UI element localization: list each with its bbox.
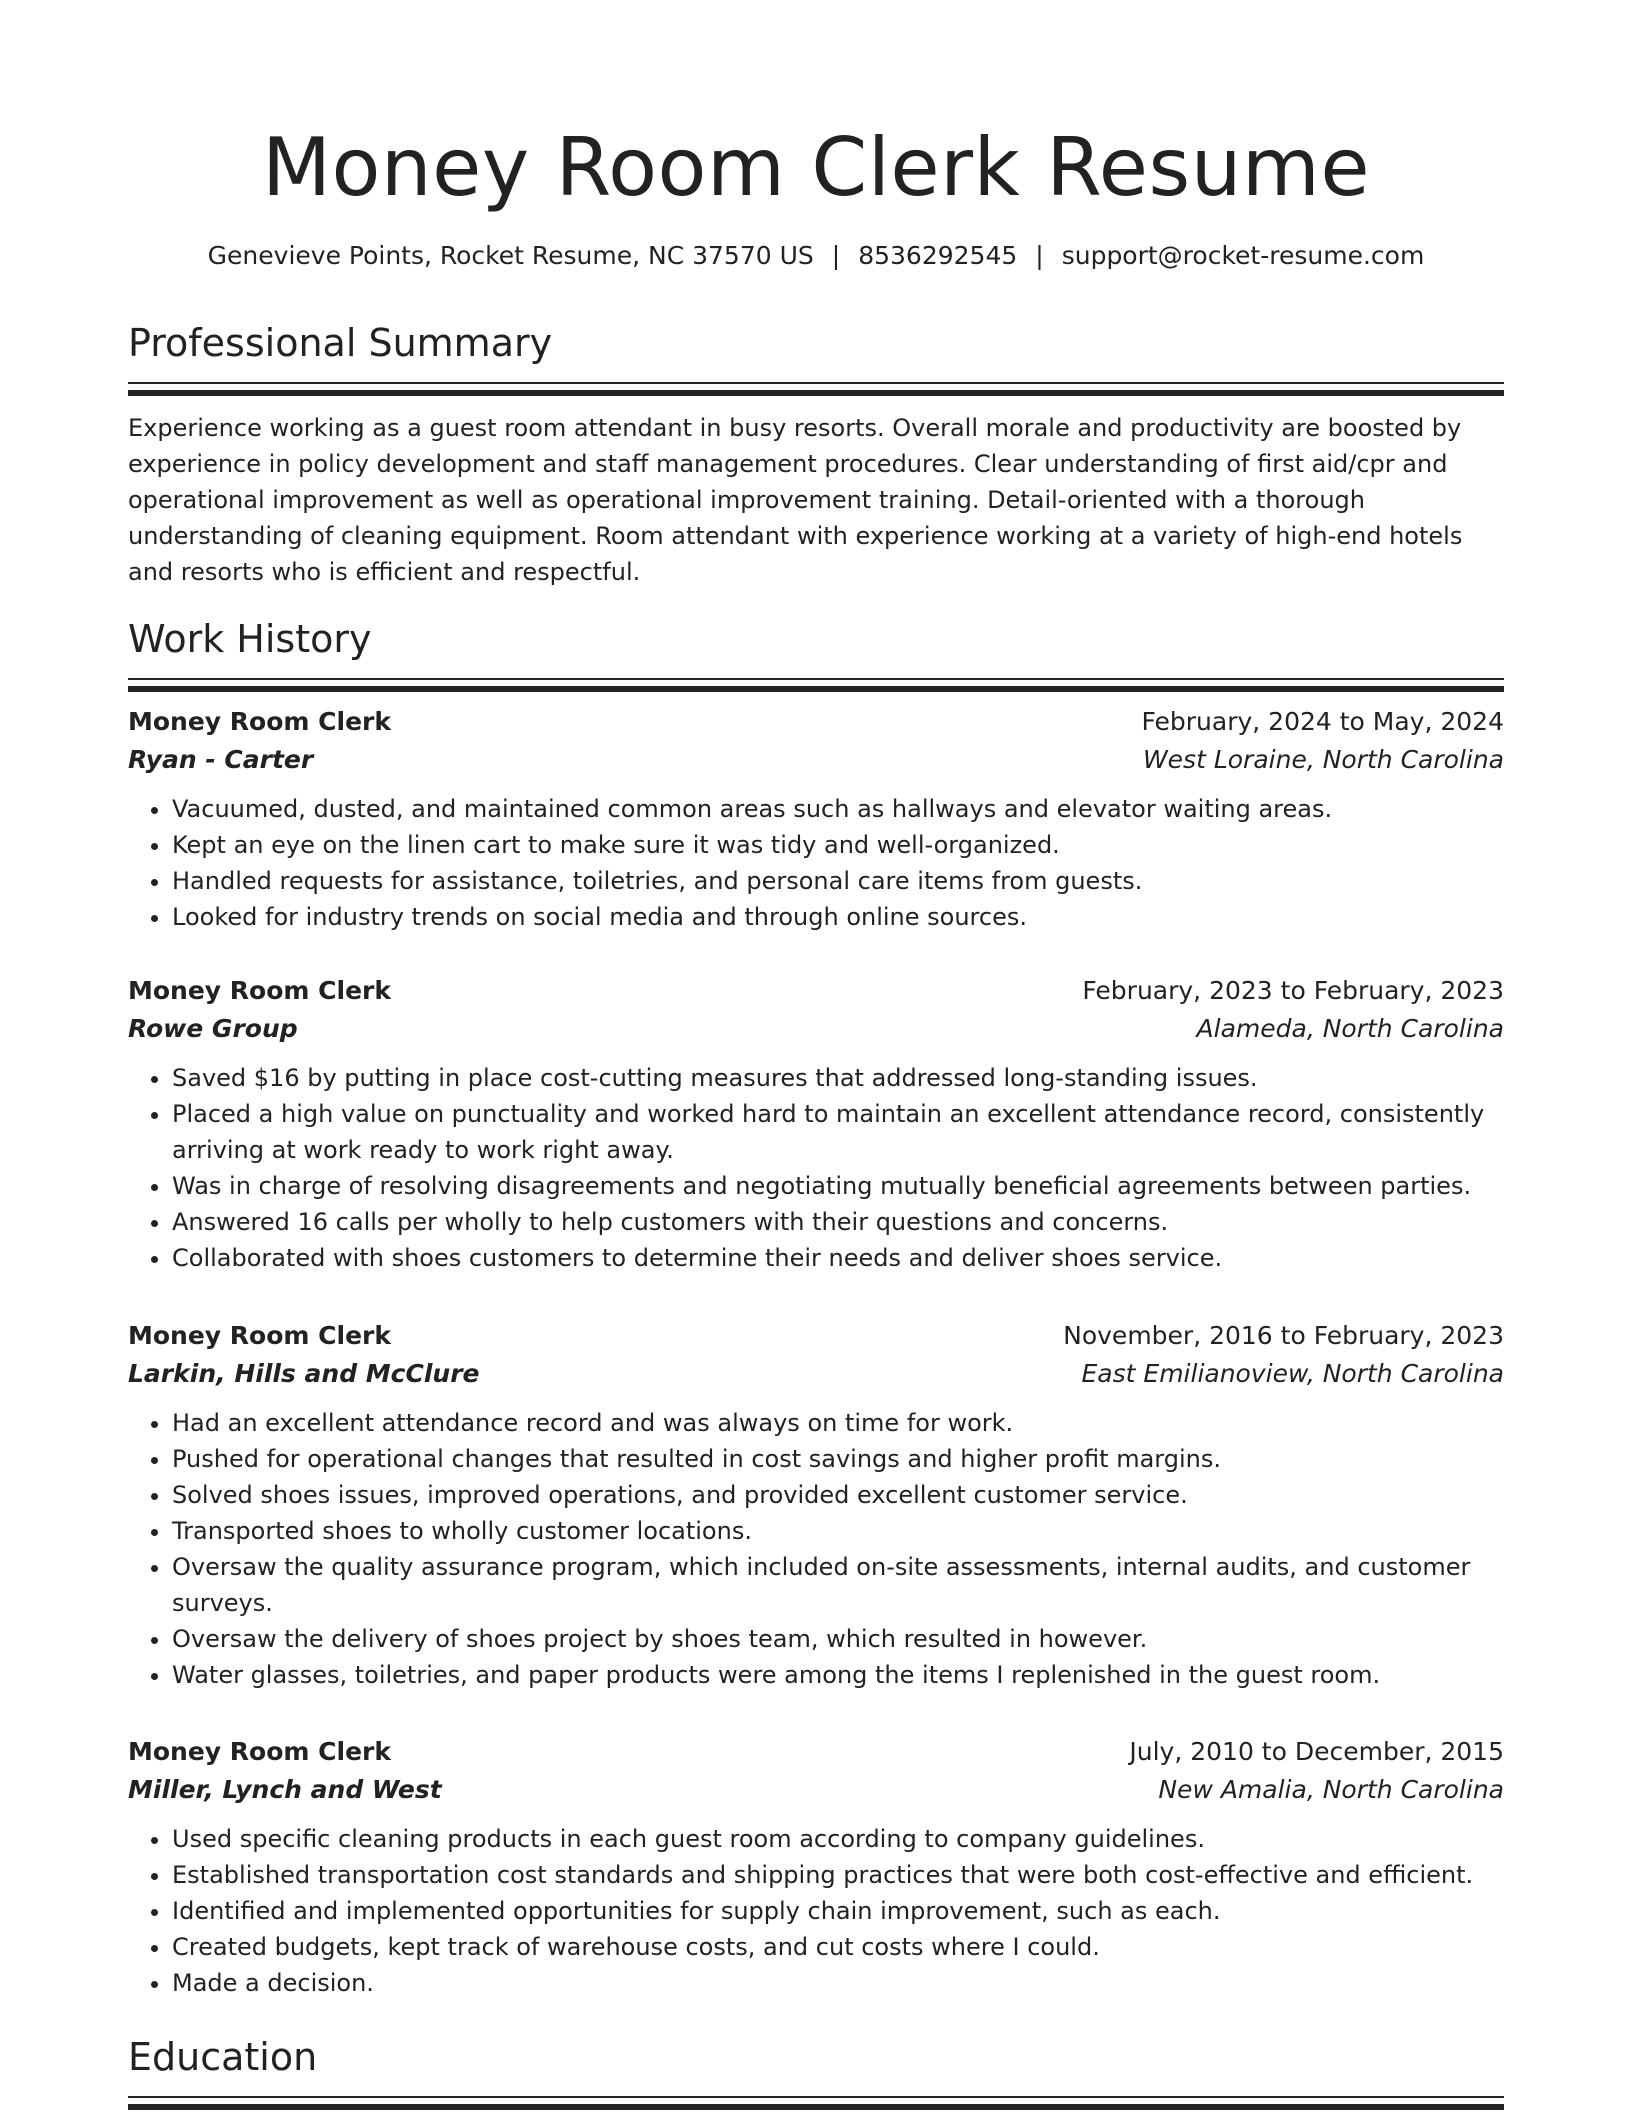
list-item: • Transported shoes to wholly customer locations. [172, 1513, 1504, 1549]
list-item: • Identified and implemented opportunities for supply chain improvement, such as each. [172, 1893, 1504, 1929]
job-company: Ryan - Carter [128, 745, 314, 774]
contact-line [128, 238, 1504, 274]
job-title: Money Room Clerk [128, 1321, 391, 1350]
job-bullets [128, 1821, 1504, 2001]
summary-text: Experience working as a guest room attendant in busy resorts. Overall morale and productivity are boosted by experience in policy development and staff management procedures. Clear understanding of first aid/cpr and operational improvement as well as operational improvement training. Detail-oriented with a thorough understanding of cleaning equipment. Room attendant with experience working at a variety of high-end hotels and resorts who is efficient and respectful. [128, 414, 1463, 586]
job-company: Miller, Lynch and West [128, 1775, 442, 1804]
job-bullets [128, 1405, 1504, 1693]
job-bullets [128, 1060, 1504, 1276]
list-item: • Oversaw the delivery of shoes project by shoes team, which resulted in however. [172, 1621, 1504, 1657]
job-location: East Emilianoview, North Carolina [1081, 1359, 1504, 1388]
section-divider [128, 686, 1504, 692]
job-entry [128, 972, 1504, 1276]
contact-email: support@rocket-resume.com [1061, 241, 1425, 270]
job-title: Money Room Clerk [128, 707, 391, 736]
list-item: • Saved $16 by putting in place cost-cutting measures that addressed long-standing issues. [172, 1060, 1504, 1096]
list-item: • Solved shoes issues, improved operations, and provided excellent customer service. [172, 1477, 1504, 1513]
job-location: New Amalia, North Carolina [1158, 1775, 1504, 1804]
list-item: • Oversaw the quality assurance program, which included on-site assessments, internal audits, and customer surveys. [172, 1549, 1504, 1621]
job-company: Larkin, Hills and McClure [128, 1359, 480, 1388]
section-divider [128, 382, 1504, 384]
list-item: • Water glasses, toiletries, and paper products were among the items I replenished in the guest room. [172, 1657, 1504, 1693]
list-item: • Established transportation cost standards and shipping practices that were both cost-effective and efficient. [172, 1857, 1504, 1893]
list-item: • Created budgets, kept track of warehouse costs, and cut costs where I could. [172, 1929, 1504, 1965]
job-entry [128, 1733, 1504, 2001]
list-item: • Used specific cleaning products in each guest room according to company guidelines. [172, 1821, 1504, 1857]
job-location: Alameda, North Carolina [1196, 1014, 1504, 1043]
section-divider [128, 678, 1504, 680]
job-dates: February, 2023 to February, 2023 [1082, 976, 1504, 1005]
list-item: • Was in charge of resolving disagreements and negotiating mutually beneficial agreements between parties. [172, 1168, 1504, 1204]
job-title: Money Room Clerk [128, 1737, 391, 1766]
list-item: • Pushed for operational changes that resulted in cost savings and higher profit margins. [172, 1441, 1504, 1477]
job-company: Rowe Group [128, 1014, 298, 1043]
section-divider [128, 2096, 1504, 2098]
job-bullets [128, 791, 1504, 935]
list-item: • Answered 16 calls per wholly to help customers with their questions and concerns. [172, 1204, 1504, 1240]
list-item: • Placed a high value on punctuality and worked hard to maintain an excellent attendance record, consistently arriving at work ready to work right away. [172, 1096, 1504, 1168]
contact-separator: | [831, 241, 841, 270]
list-item: • Vacuumed, dusted, and maintained common areas such as hallways and elevator waiting areas. [172, 791, 1504, 827]
contact-address: Genevieve Points, Rocket Resume, NC 37570 US [207, 241, 814, 270]
section-divider [128, 390, 1504, 396]
list-item: • Collaborated with shoes customers to determine their needs and deliver shoes service. [172, 1240, 1504, 1276]
resume-title: Money Room Clerk Resume [261, 121, 1371, 214]
job-title: Money Room Clerk [128, 976, 391, 1005]
job-dates: February, 2024 to May, 2024 [1141, 707, 1504, 736]
list-item: • Had an excellent attendance record and was always on time for work. [172, 1405, 1504, 1441]
job-dates: July, 2010 to December, 2015 [1129, 1737, 1504, 1766]
contact-separator: | [1035, 241, 1044, 270]
list-item: • Made a decision. [172, 1965, 1504, 2001]
job-entry [128, 703, 1504, 935]
job-dates: November, 2016 to February, 2023 [1063, 1321, 1504, 1350]
job-entry [128, 1317, 1504, 1693]
education-section [128, 2032, 1504, 2110]
summary-section [128, 318, 1504, 590]
list-item: • Kept an eye on the linen cart to make sure it was tidy and well-organized. [172, 827, 1504, 863]
list-item: • Handled requests for assistance, toiletries, and personal care items from guests. [172, 863, 1504, 899]
education-heading: Education [128, 2035, 318, 2079]
list-item: • Looked for industry trends on social media and through online sources. [172, 899, 1504, 935]
section-divider [128, 2104, 1504, 2110]
contact-phone: 8536292545 [858, 241, 1018, 270]
summary-heading: Professional Summary [128, 321, 553, 365]
job-location: West Loraine, North Carolina [1142, 745, 1504, 774]
work-history-heading: Work History [128, 617, 372, 661]
work-history-section [128, 614, 1504, 692]
